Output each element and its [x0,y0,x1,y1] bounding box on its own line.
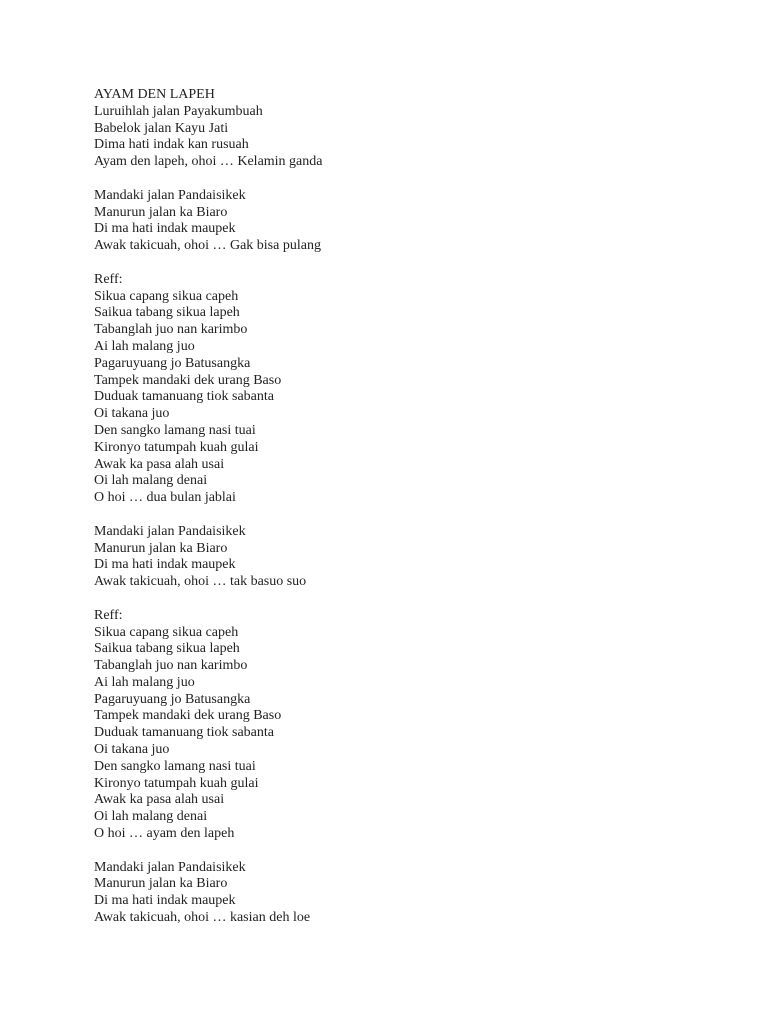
lyric-line: Den sangko lamang nasi tuai [94,422,256,438]
lyric-line: Oi takana juo [94,406,170,422]
lyric-line: Pagaruyuang jo Batusangka [94,691,251,707]
lyric-line: Duduak tamanuang tiok sabanta [94,725,275,741]
lyric-line: Dima hati indak kan rusuah [94,137,249,153]
lyric-line: Kironyo tatumpah kuah gulai [94,775,259,791]
lyric-line: Tampek mandaki dek urang Baso [94,372,282,388]
lyric-line: Mandaki jalan Pandaisikek [94,187,246,203]
lyric-line: Oi lah malang denai [94,473,208,489]
lyric-line: Di ma hati indak maupek [94,893,236,909]
lyric-line: Pagaruyuang jo Batusangka [94,355,251,371]
lyric-line: Awak takicuah, ohoi … kasian deh loe [94,910,311,926]
stanza [94,608,714,843]
stanza [94,188,714,255]
lyric-line: Saikua tabang sikua lapeh [94,641,240,657]
lyric-line: Mandaki jalan Pandaisikek [94,859,246,875]
lyric-line: Luruihlah jalan Payakumbuah [94,103,263,119]
lyric-line: Ayam den lapeh, ohoi … Kelamin ganda [94,154,323,170]
lyric-line: Oi lah malang denai [94,809,208,825]
lyric-line: Tabanglah juo nan karimbo [94,658,248,674]
lyric-line: Kironyo tatumpah kuah gulai [94,439,259,455]
stanza [94,272,714,507]
refrain-label: Reff: [94,271,123,287]
lyric-line: Duduak tamanuang tiok sabanta [94,389,275,405]
lyric-line: Saikua tabang sikua lapeh [94,305,240,321]
lyric-line: O hoi … dua bulan jablai [94,490,236,506]
lyric-line: Sikua capang sikua capeh [94,624,239,640]
lyric-line: Awak ka pasa alah usai [94,456,225,472]
lyric-line: Oi takana juo [94,742,170,758]
stanza [94,860,714,927]
stanza-title-verse [94,87,714,171]
lyric-line: Mandaki jalan Pandaisikek [94,523,246,539]
lyric-line: Babelok jalan Kayu Jati [94,120,229,136]
lyric-line: Sikua capang sikua capeh [94,288,239,304]
lyric-line: Awak takicuah, ohoi … Gak bisa pulang [94,238,321,254]
lyric-line: Tampek mandaki dek urang Baso [94,708,282,724]
lyric-line: Awak takicuah, ohoi … tak basuo suo [94,574,307,590]
lyric-line: Ai lah malang juo [94,338,195,354]
stanza [94,524,714,591]
song-title: AYAM DEN LAPEH [94,87,215,102]
lyric-line: O hoi … ayam den lapeh [94,826,235,842]
lyric-line: Den sangko lamang nasi tuai [94,758,256,774]
lyric-line: Ai lah malang juo [94,674,195,690]
lyric-line: Manurun jalan ka Biaro [94,204,228,220]
lyric-line: Di ma hati indak maupek [94,221,236,237]
lyric-line: Awak ka pasa alah usai [94,792,225,808]
lyric-line: Manurun jalan ka Biaro [94,876,228,892]
lyric-line: Tabanglah juo nan karimbo [94,322,248,338]
lyrics-body [94,87,714,927]
lyric-line: Di ma hati indak maupek [94,557,236,573]
lyric-line: Manurun jalan ka Biaro [94,540,228,556]
refrain-label: Reff: [94,607,123,623]
